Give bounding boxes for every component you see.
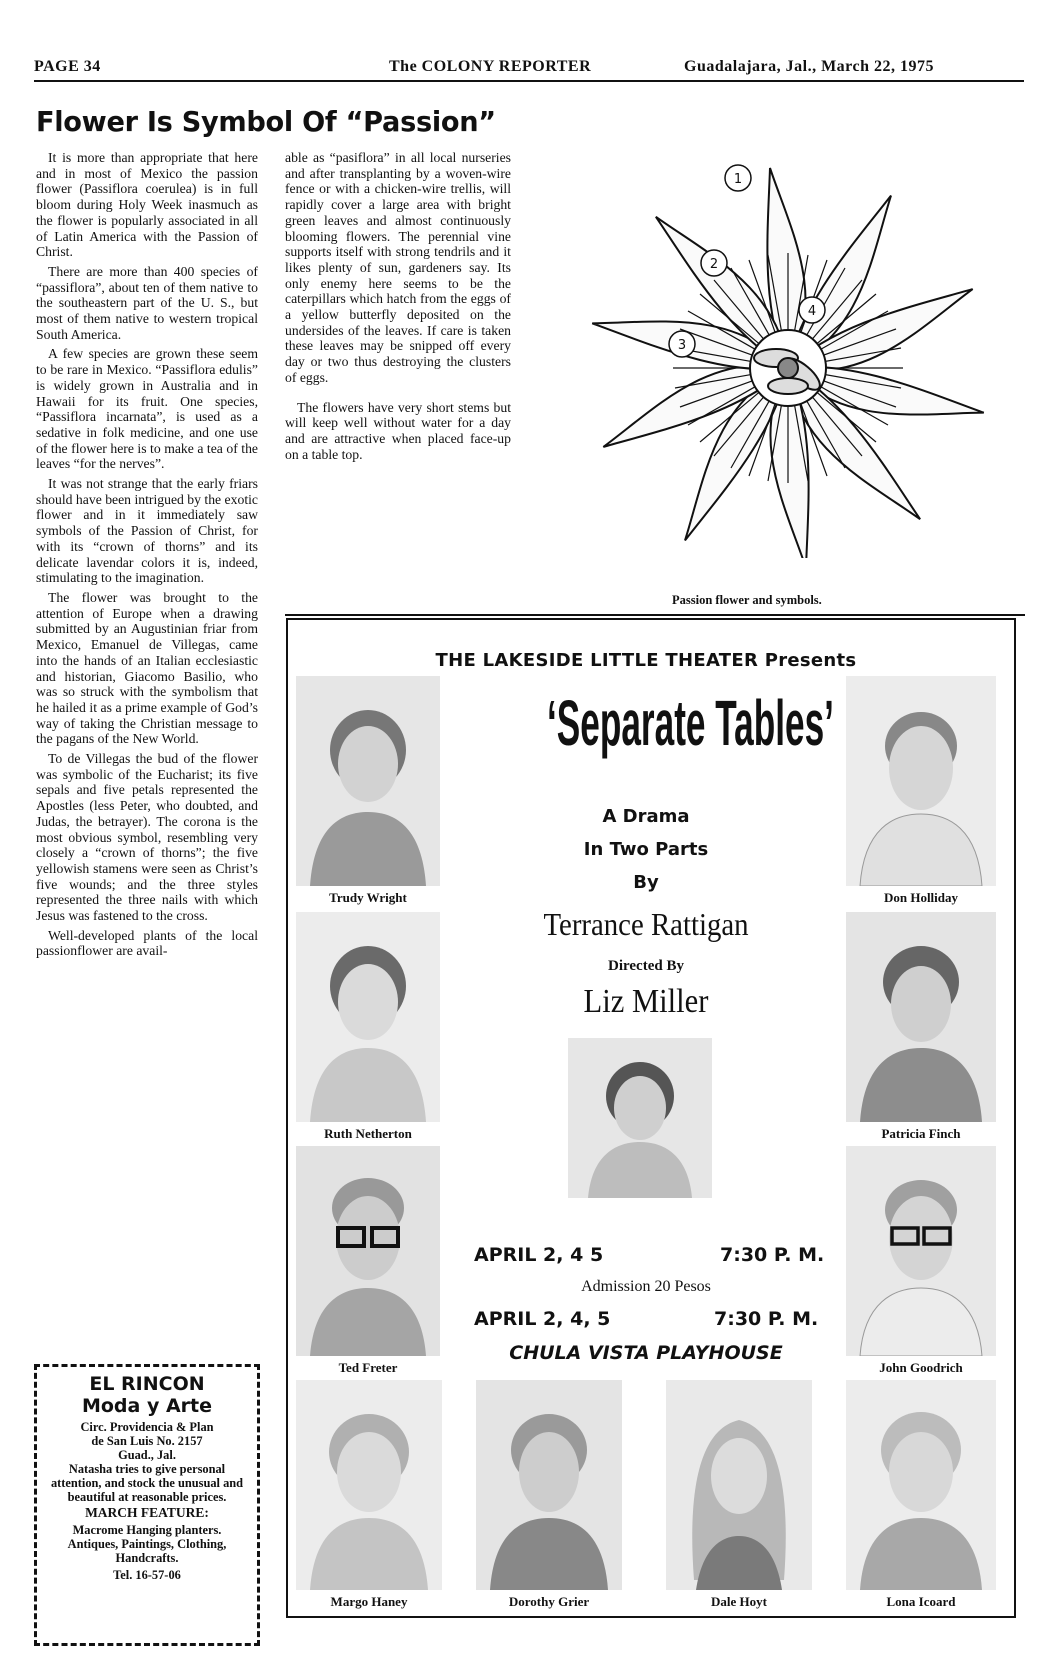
cast-name: Lona Icoard — [886, 1594, 956, 1609]
cast-name: Don Holliday — [883, 890, 959, 905]
playwright-name: Terrance Rattigan — [543, 906, 749, 942]
address-line-3: Guad., Jal. — [118, 1448, 176, 1462]
by-line: By — [633, 872, 659, 893]
drama-line: A Drama — [602, 806, 690, 827]
shop-name: EL RINCON — [89, 1373, 205, 1395]
feature-text: Macrome Hanging planters. Antiques, Paintings, Clothing, Handcrafts. — [67, 1523, 227, 1565]
cast-photo — [296, 1146, 440, 1356]
cast-name: Dale Hoyt — [711, 1594, 767, 1609]
article-headline: Flower Is Symbol Of “Passion” — [36, 105, 496, 138]
el-rincon-advertisement — [34, 1364, 260, 1646]
paragraph: To de Villegas the bud of the flower was symbolic of the Eucharist; its five sepals and five petals represented the Apostles (less Peter, who doubted, and Judas, the betrayer). The corona is the most obvious symbol, resembling very closely a “crown of thorns”; the five yellowish stamens were seen as Christ’s five wounds; and the three styles represented the three nails with which Jesus was fastened to the cross. — [36, 751, 258, 924]
cast-photo — [476, 1380, 622, 1590]
paragraph: Well-developed plants of the local passionflower are avail- — [36, 927, 258, 959]
cast-photo — [296, 676, 440, 886]
page-number: PAGE 34 — [34, 58, 101, 75]
paragraph: The flowers have very short stems but will keep well without water for a day and are attractive when placed face-up on a table top. — [285, 399, 511, 462]
cast-photo — [846, 912, 996, 1122]
cast-name: Trudy Wright — [329, 890, 407, 905]
paragraph: The flower was brought to the attention of Europe when a drawing submitted by an Augustinian friar from Mexico, Emanuel de Villegas, came into the hands of an Italian ecclesiastic and historian, Giacomo Basilio, who was so struck with the symbolism that he hailed it as a prime example of God’s way of taking the Christian message to the pagans of the New World. — [36, 589, 258, 747]
section-rule — [285, 614, 1025, 616]
passion-flower-figure — [548, 118, 1024, 578]
paragraph: A few species are grown these seem to be rare in Mexico. “Passiflora edulis” is widely grown in Australia and in Hawaii for its fruit. One species, “Passiflora incarnata”, is used as a sedative in folk medicine, and one use of the flower here is to make a tea of the leaves “for the nerves”. — [36, 346, 258, 472]
cast-photo — [846, 1380, 996, 1590]
figure-caption: Passion flower and symbols. — [672, 593, 822, 607]
paragraph: It was not strange that the early friars should have been intrigued by the exotic flower and in it immediately saw symbols of the Passion of Christ, for with its “crown of thorns” and its delicate lavendar colors it is, indeed, stimulating to the imagination. — [36, 476, 258, 586]
cast-name: Margo Haney — [330, 1594, 408, 1609]
article-column-1 — [36, 150, 258, 963]
figure-label-1: 1 — [733, 172, 743, 187]
article-column-2 — [285, 150, 511, 466]
paper-name: The COLONY REPORTER — [389, 58, 592, 75]
address-line-2: de San Luis No. 2157 — [91, 1434, 203, 1448]
shop-phone: Tel. 16-57-06 — [113, 1568, 181, 1582]
parts-line: In Two Parts — [583, 839, 709, 860]
feature-heading: MARCH FEATURE: — [85, 1505, 209, 1520]
dates-line-1: APRIL 2, 4 5 — [474, 1244, 604, 1266]
cast-photo — [296, 912, 440, 1122]
play-title: ‘Separate Tables’ — [547, 687, 834, 759]
cast-photo — [846, 1146, 996, 1356]
admission-line: Admission 20 Pesos — [581, 1278, 711, 1295]
venue-line: CHULA VISTA PLAYHOUSE — [509, 1342, 783, 1364]
cast-name: Patricia Finch — [881, 1126, 961, 1141]
cast-photo — [846, 676, 996, 886]
paragraph: There are more than 400 species of “passiflora”, about ten of them native to the southeastern part of the U. S., but most of them native to western tropical South America. — [36, 263, 258, 342]
dates-line-2: APRIL 2, 4, 5 — [474, 1308, 611, 1330]
directed-by-label: Directed By — [608, 958, 684, 974]
figure-label-3: 3 — [677, 338, 687, 353]
shop-pitch: Natasha tries to give personal attention, and stock the unusual and beautiful at reasonable prices. — [50, 1462, 244, 1504]
cast-name: Dorothy Grier — [508, 1594, 590, 1609]
masthead-rule — [34, 80, 1024, 82]
cast-name: John Goodrich — [879, 1360, 963, 1375]
cast-photo — [666, 1380, 812, 1590]
time-line-1: 7:30 P. M. — [720, 1244, 825, 1266]
cast-photo — [296, 1380, 442, 1590]
director-photo — [568, 1038, 712, 1198]
figure-label-2: 2 — [709, 257, 719, 272]
cast-name: Ted Freter — [338, 1360, 398, 1375]
passion-flower-illustration — [548, 118, 1024, 558]
director-name: Liz Miller — [583, 983, 709, 1020]
address-line-1: Circ. Providencia & Plan — [80, 1420, 214, 1434]
time-line-2: 7:30 P. M. — [714, 1308, 819, 1330]
paragraph: It is more than appropriate that here and in most of Mexico the passion flower (Passiflora coerulea) is in full bloom during Holy Week inasmuch as the flower is popularly associated in all of Latin America with the Passion of Christ. — [36, 150, 258, 260]
figure-label-4: 4 — [807, 304, 817, 319]
presenter-line: THE LAKESIDE LITTLE THEATER Presents — [435, 650, 857, 671]
paragraph: able as “pasiflora” in all local nurseries and after transplanting by a woven-wire fence or with a chicken-wire trellis, will rapidly cover a large area with bright green leaves and almost continuously blooming flowers. The perennial vine supports itself with strong tendrils and it likes plenty of sun, gardeners say. Its only enemy here seems to be the caterpillars which hatch from the eggs of a yellow butterfly deposited on the undersides of the leaves. If care is taken these leaves may be snipped off every day or two thus destroying the clusters of eggs. — [285, 150, 511, 385]
shop-tagline: Moda y Arte — [81, 1395, 213, 1417]
cast-name: Ruth Netherton — [324, 1126, 412, 1141]
dateline: Guadalajara, Jal., March 22, 1975 — [684, 58, 934, 75]
